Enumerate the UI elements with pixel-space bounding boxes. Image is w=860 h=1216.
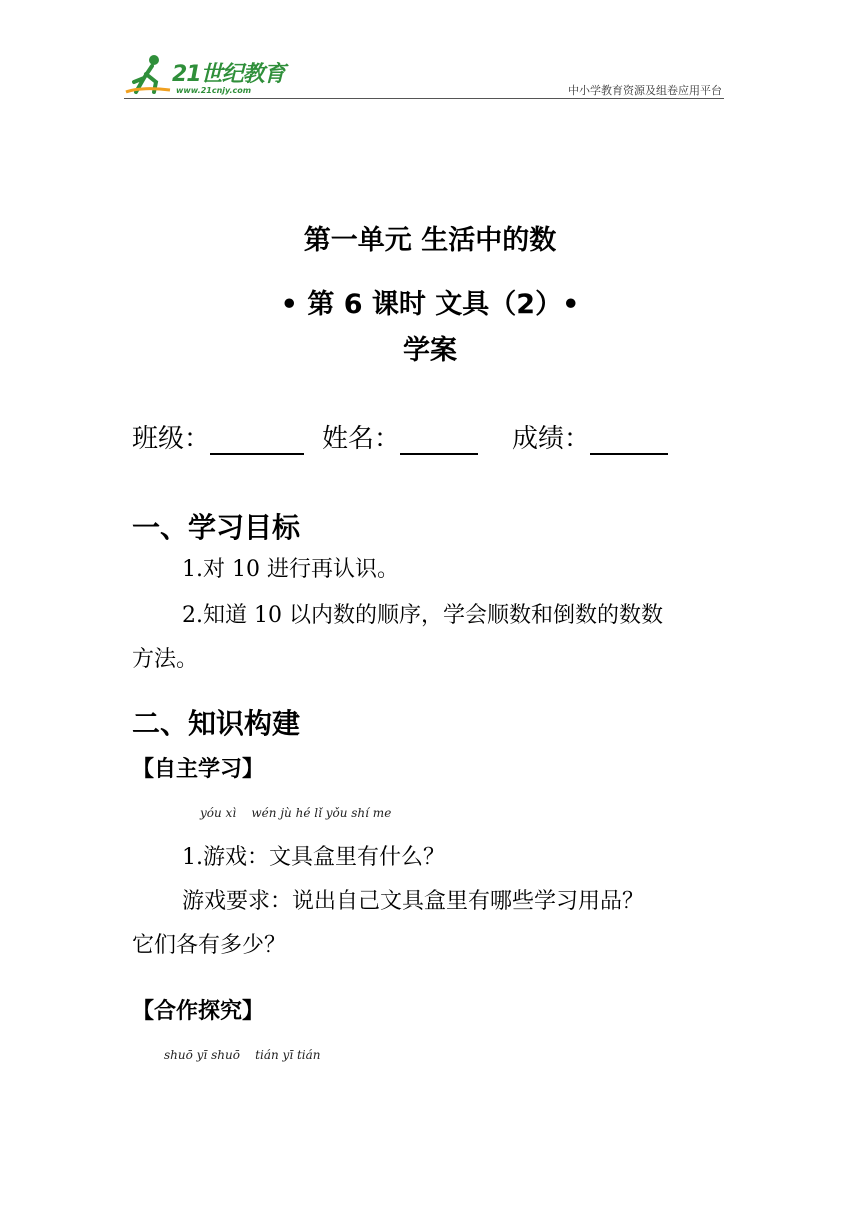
name-blank[interactable]: [400, 427, 478, 455]
page-header: [124, 52, 724, 100]
logo-url: www.21cnjy.com: [176, 86, 252, 95]
unit-title: 第一单元 生活中的数: [303, 225, 557, 256]
objective-item-continuation: 方法。: [132, 647, 199, 672]
game-rules-continuation: 它们各有多少？: [132, 933, 287, 958]
score-blank[interactable]: [590, 427, 668, 455]
game-line: 1.游戏：文具盒里有什么？: [182, 845, 445, 870]
section-heading-objectives: 一、学习目标: [132, 511, 301, 544]
runner-logo-icon: [124, 52, 172, 96]
class-blank[interactable]: [210, 427, 304, 455]
pinyin-annotation: yóu xì wén jù hé lǐ yǒu shí me: [200, 806, 392, 820]
logo: [124, 52, 294, 100]
platform-name: 中小学教育资源及组卷应用平台: [568, 84, 722, 97]
pinyin-annotation: shuō yī shuō tián yī tián: [164, 1048, 321, 1062]
doc-type: 学案: [403, 335, 457, 366]
logo-text: 21世纪教育: [172, 62, 285, 87]
header-divider: [124, 98, 724, 99]
class-label: 班级：: [132, 424, 211, 454]
objective-item: 1.对 10 进行再认识。: [182, 557, 399, 582]
name-label: 姓名：: [322, 424, 401, 454]
self-study-label: 【自主学习】: [132, 757, 265, 782]
game-rules: 游戏要求：说出自己文具盒里有哪些学习用品？: [182, 889, 645, 914]
score-label: 成绩：: [512, 424, 591, 454]
section-heading-knowledge: 二、知识构建: [132, 707, 301, 740]
cooperative-label: 【合作探究】: [132, 999, 265, 1024]
objective-item: 2.知道 10 以内数的顺序，学会顺数和倒数的数数: [182, 603, 663, 628]
student-info-fields: [132, 418, 668, 455]
lesson-title: • 第 6 课时 文具（2）•: [280, 289, 580, 320]
